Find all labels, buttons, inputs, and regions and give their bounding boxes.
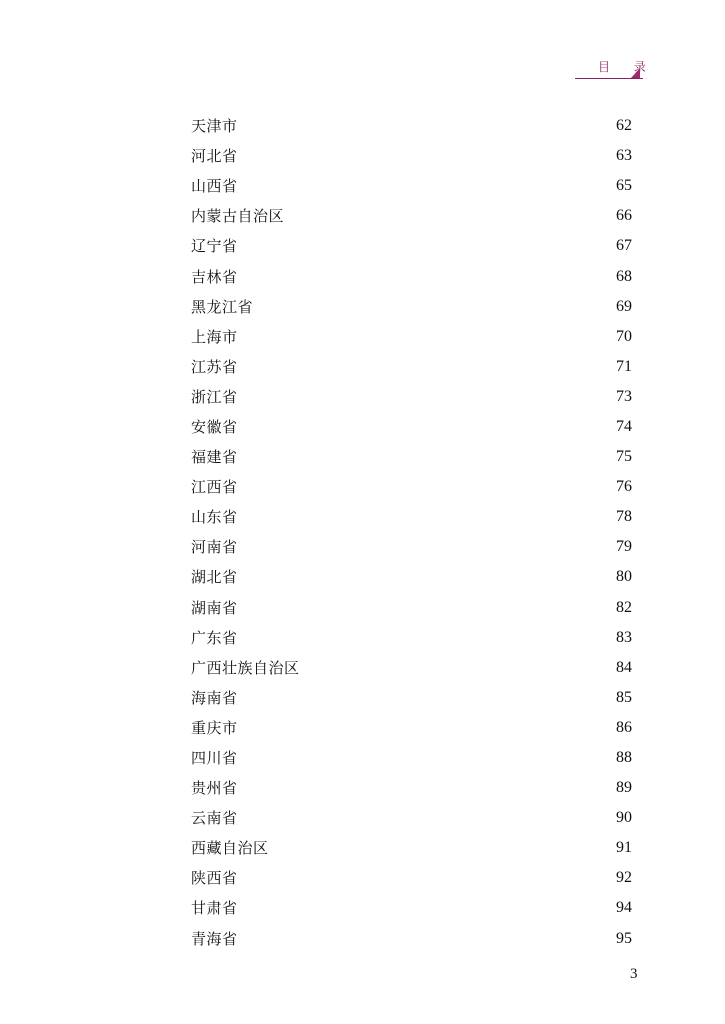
header-rule bbox=[575, 78, 643, 79]
toc-entry-title: 安徽省 bbox=[191, 417, 238, 436]
toc-entry[interactable] bbox=[191, 141, 632, 171]
toc-entry-page: 62 bbox=[616, 117, 632, 135]
toc-entry[interactable] bbox=[191, 352, 632, 382]
toc-entry[interactable] bbox=[191, 562, 632, 592]
toc-entry[interactable] bbox=[191, 653, 632, 683]
toc-entry-title: 重庆市 bbox=[191, 718, 238, 737]
toc-entry-page: 85 bbox=[616, 688, 632, 706]
toc-entry-title: 广西壮族自治区 bbox=[191, 658, 300, 677]
toc-entry-page: 95 bbox=[616, 929, 632, 947]
toc-entry-title: 湖南省 bbox=[191, 598, 238, 617]
toc-entry-page: 86 bbox=[616, 718, 632, 736]
toc-entry-page: 67 bbox=[616, 237, 632, 255]
toc-entry-title: 湖北省 bbox=[191, 568, 238, 587]
toc-entry-page: 79 bbox=[616, 538, 632, 556]
toc-entry-title: 江苏省 bbox=[191, 357, 238, 376]
toc-entry-title: 云南省 bbox=[191, 809, 238, 828]
toc-entry[interactable] bbox=[191, 472, 632, 502]
toc-entry[interactable] bbox=[191, 893, 632, 923]
toc-entry-title: 山西省 bbox=[191, 177, 238, 196]
toc-entry-title: 山东省 bbox=[191, 508, 238, 527]
toc-entry-page: 92 bbox=[616, 869, 632, 887]
toc-entry-title: 江西省 bbox=[191, 478, 238, 497]
toc-entry[interactable] bbox=[191, 502, 632, 532]
toc-entry[interactable] bbox=[191, 773, 632, 803]
toc-entry[interactable] bbox=[191, 743, 632, 773]
toc-entry-page: 65 bbox=[616, 177, 632, 195]
toc-entry[interactable] bbox=[191, 292, 632, 322]
running-header-title: 目 录 bbox=[598, 60, 656, 74]
toc-entry-page: 71 bbox=[616, 357, 632, 375]
toc-entry-title: 广东省 bbox=[191, 628, 238, 647]
toc-entry-page: 91 bbox=[616, 839, 632, 857]
toc-entry[interactable] bbox=[191, 201, 632, 231]
toc-entry-page: 75 bbox=[616, 448, 632, 466]
toc-entry-page: 88 bbox=[616, 749, 632, 767]
toc-entry[interactable] bbox=[191, 111, 632, 141]
toc-entry-title: 天津市 bbox=[191, 117, 238, 136]
toc-entry[interactable] bbox=[191, 683, 632, 713]
toc-entry-title: 浙江省 bbox=[191, 387, 238, 406]
toc-entry-title: 四川省 bbox=[191, 749, 238, 768]
toc-entry-title: 内蒙古自治区 bbox=[191, 207, 285, 226]
toc-entry[interactable] bbox=[191, 442, 632, 472]
toc-entry-title: 黑龙江省 bbox=[191, 297, 254, 316]
toc-entry-page: 83 bbox=[616, 628, 632, 646]
toc-entry-title: 福建省 bbox=[191, 448, 238, 467]
toc-entry[interactable] bbox=[191, 593, 632, 623]
toc-entry-page: 89 bbox=[616, 779, 632, 797]
table-of-contents bbox=[191, 111, 632, 954]
toc-entry[interactable] bbox=[191, 833, 632, 863]
header-corner-triangle-icon bbox=[631, 68, 640, 78]
toc-entry-title: 上海市 bbox=[191, 327, 238, 346]
toc-entry-page: 76 bbox=[616, 478, 632, 496]
toc-entry[interactable] bbox=[191, 532, 632, 562]
toc-entry[interactable] bbox=[191, 713, 632, 743]
toc-entry-page: 74 bbox=[616, 417, 632, 435]
toc-entry-page: 68 bbox=[616, 267, 632, 285]
toc-entry[interactable] bbox=[191, 231, 632, 261]
page-number: 3 bbox=[630, 966, 638, 982]
toc-entry-title: 甘肃省 bbox=[191, 899, 238, 918]
toc-entry[interactable] bbox=[191, 863, 632, 893]
toc-entry-page: 90 bbox=[616, 809, 632, 827]
toc-entry-page: 82 bbox=[616, 598, 632, 616]
running-header bbox=[560, 52, 670, 82]
toc-entry[interactable] bbox=[191, 924, 632, 954]
toc-entry-title: 河北省 bbox=[191, 147, 238, 166]
toc-entry-title: 海南省 bbox=[191, 688, 238, 707]
toc-entry-page: 73 bbox=[616, 387, 632, 405]
toc-entry-title: 河南省 bbox=[191, 538, 238, 557]
toc-entry[interactable] bbox=[191, 261, 632, 291]
toc-entry[interactable] bbox=[191, 322, 632, 352]
toc-entry-page: 70 bbox=[616, 327, 632, 345]
toc-entry-title: 西藏自治区 bbox=[191, 839, 269, 858]
toc-entry-title: 辽宁省 bbox=[191, 237, 238, 256]
toc-entry-page: 84 bbox=[616, 658, 632, 676]
toc-entry-page: 80 bbox=[616, 568, 632, 586]
toc-entry-page: 66 bbox=[616, 207, 632, 225]
toc-entry[interactable] bbox=[191, 623, 632, 653]
toc-entry-page: 69 bbox=[616, 297, 632, 315]
toc-entry-title: 陕西省 bbox=[191, 869, 238, 888]
toc-entry[interactable] bbox=[191, 412, 632, 442]
toc-entry[interactable] bbox=[191, 171, 632, 201]
toc-entry-title: 青海省 bbox=[191, 929, 238, 948]
toc-entry-title: 贵州省 bbox=[191, 779, 238, 798]
toc-entry-page: 78 bbox=[616, 508, 632, 526]
toc-entry[interactable] bbox=[191, 803, 632, 833]
toc-entry-page: 94 bbox=[616, 899, 632, 917]
toc-entry-title: 吉林省 bbox=[191, 267, 238, 286]
toc-entry[interactable] bbox=[191, 382, 632, 412]
toc-entry-page: 63 bbox=[616, 147, 632, 165]
